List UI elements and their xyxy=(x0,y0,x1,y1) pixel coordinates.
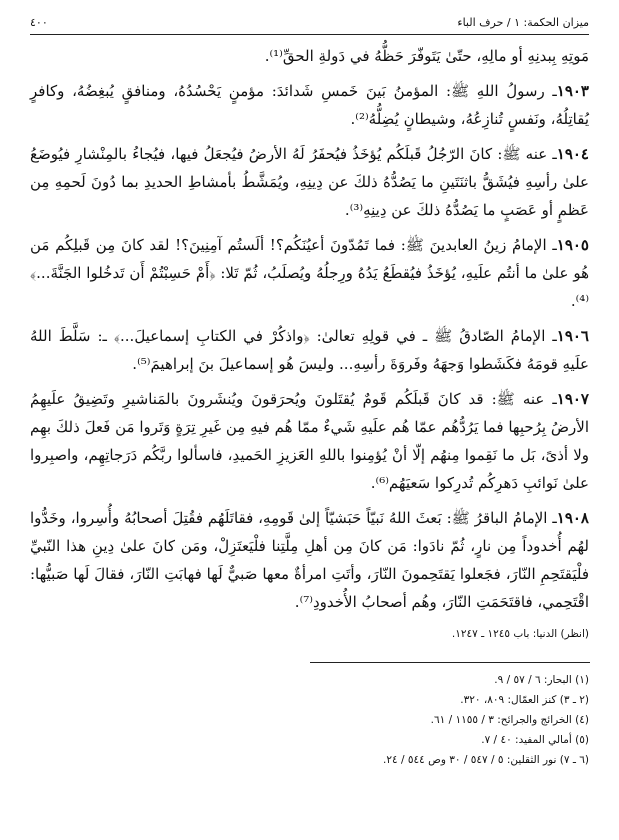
hadith-number: ١٩٠٨ xyxy=(556,509,589,527)
hadith-body xyxy=(30,42,589,623)
hadith-number: ١٩٠٤ xyxy=(556,145,589,163)
hadith-text: ـ الإمامُ الباقرُ ﷺ: بَعثَ اللهُ نَبيّاً حَبَشيّاً إلىٰ قَومِهِ، فقاتَلَهُم فقُتِلَ أصحابُهُ وأُسِروا، وخَدُّوا لهُم أُخدوداً مِن نارٍ، ثُمّ نادَوا: مَن كانَ مِن أهلِ مِلَّتِنا فلْيَعتَزِلْ، ومَن كانَ علىٰ دِينِ هذا النّبيِّ فلْيَقتَحِمِ النّارَ، فجَعلوا يَقتَحِمونَ النّارَ، وأتَتِ امرأةٌ معها صَبيٌّ لَها فهابَتِ النّارَ، فقالَ لَها صَبيُّها: اقْتَحِمي، فاقتَحَمَتِ النّارَ، وهُم أصحابُ الأُخدودِ⁽⁷⁾. xyxy=(30,509,589,611)
footnote: (١) البحار: ٦ / ٥٧ / ٩. xyxy=(494,674,589,686)
header-divider xyxy=(30,34,589,35)
hadith-paragraph xyxy=(30,42,589,70)
page-number: ٤٠٠ xyxy=(30,15,48,29)
hadith-text: مَوتِهِ بِبدنِهِ أو مالِهِ، حتّىٰ يَتَوفّرَ حَظُّهُ في دَولةِ الحقِّ⁽¹⁾. xyxy=(264,47,589,65)
see-also-note: (انظر) الدنيا: باب ١٢٤٥ ـ ١٢٤٧. xyxy=(451,628,589,640)
hadith-number: ١٩٠٦ xyxy=(556,327,589,345)
running-title: ميزان الحكمة: ١ / حرف الباء xyxy=(457,15,589,29)
hadith-paragraph xyxy=(30,385,589,497)
hadith-text: ـ الإمامُ زينُ العابدينَ ﷺ: فما تَمُدّونَ أعيُنَكُم؟! ألَستُم آمِنِينَ؟! لقد كانَ مِن قَبلِكُم مَن هُو علىٰ ما أنتُم علَيهِ، يُؤخَذُ فيُقطَعُ يَدُهُ ورِجلُهُ ويُصلَبُ، ثُمّ تَلا: ﴿أَمْ حَسِبْتُمْ أَن تَدخُلوا الجَنَّةَ...﴾⁽⁴⁾. xyxy=(30,236,589,310)
hadith-number: ١٩٠٥ xyxy=(556,236,589,254)
hadith-text: ـ رسولُ اللهِ ﷺ: المؤمنُ بَينَ خَمسِ شَدائدَ: مؤمنٍ يَحْسُدُهُ، ومنافقٍ يُبغِضُهُ، وكافرٍ يُقاتِلُهُ، ونَفسٍ تُنازِعُهُ، وشيطانٍ يُضِلُّهُ⁽²⁾. xyxy=(30,82,589,128)
hadith-paragraph xyxy=(30,322,589,378)
hadith-paragraph xyxy=(30,231,589,315)
footnote-divider xyxy=(310,662,590,663)
hadith-paragraph xyxy=(30,504,589,616)
hadith-text: ـ الإمامُ الصّادقُ ﷺ ـ في قولِهِ تعالىٰ: ﴿واذكُرْ في الكتابِ إسماعيلَ...﴾ ـ: سَلَّطَ اللهُ علَيهِ قومَهُ فكَشَطوا وَجهَهُ وفَروَةَ رأسِهِ... وليسَ هُو إسماعيلَ بنَ إبراهيمَ⁽⁵⁾. xyxy=(30,327,589,373)
hadith-text: ـ عنه ﷺ: كانَ الرّجُلُ قَبلَكُم يُؤخَذُ فيُحفَرُ لَهُ الأرضُ فيُجعَلُ فيها، فيُجاءُ بالمِنْشارِ فيُوضَعُ علىٰ رأسِهِ فيُشَقُّ باثنَتَينِ ما يَصُدُّهُ ذلكَ عن دِينِهِ، ويُمَشَّطُ بأمشاطِ الحديدِ بما دُونَ لَحمِهِ مِن عَظمٍ أو عَصَبٍ ما يَصُدُّهُ ذلكَ عن دِينِهِ⁽³⁾. xyxy=(30,145,589,219)
hadith-number: ١٩٠٧ xyxy=(556,390,589,408)
hadith-paragraph xyxy=(30,77,589,133)
hadith-number: ١٩٠٣ xyxy=(556,82,589,100)
page-header xyxy=(30,12,589,32)
hadith-paragraph xyxy=(30,140,589,224)
footnote: (٢ ـ ٣) كنز العمّال: ٨٠٩، ٣٢٠. xyxy=(460,694,589,706)
footnotes xyxy=(30,670,589,770)
footnote: (٤) الخرائج والجرائح: ٣ / ١١٥٥ / ٦١. xyxy=(430,714,589,726)
hadith-text: ـ عنه ﷺ: قد كانَ قَبلَكُم قَومٌ يُقتَلونَ ويُحرَقونَ ويُنشَرونَ بالمَناشيرِ وتَضِيقُ علَيهِمُ الأرضُ بِرُحبِها فما يَرُدُّهُم عمّا هُم علَيهِ شَيءٌ ممّا هُم فيهِ مِن غَيرِ تِرَةٍ وَتَروا مَن فَعلَ ذلكَ بهِم ولا أذىً، بَل ما نَقِموا مِنهُم إلّا أنْ يُؤمِنوا باللهِ العَزيزِ الحَميدِ، فاسألوا ربَّكُم دَرَجاتِهِم، واصبِروا علىٰ نَوائبِ دَهرِكُم تُدرِكوا سَعيَهُم⁽⁶⁾. xyxy=(30,390,589,492)
footnote: (٥) أمالي المفيد: ٤٠ / ٧. xyxy=(481,734,589,746)
footnote: (٦ ـ ٧) نور الثقلين: ٥ / ٥٤٧ / ٣٠ وص ٥٤٤ / ٢٤. xyxy=(383,754,589,766)
